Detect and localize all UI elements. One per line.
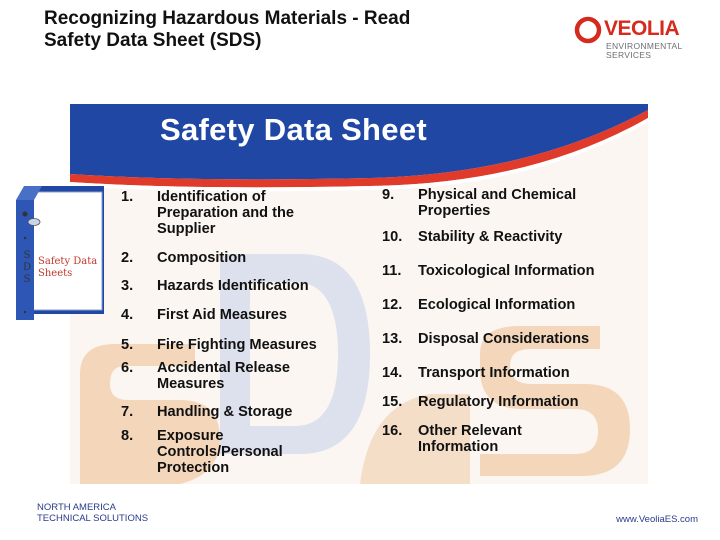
logo-subtitle (606, 42, 682, 60)
section-number: 10. (382, 229, 403, 245)
footer-url-link[interactable]: www.VeoliaES.com (616, 514, 698, 525)
section-title: Fire Fighting Measures (157, 337, 317, 353)
slide-title (44, 8, 544, 52)
section-title: Hazards Identification (157, 278, 309, 294)
section-number: 16. (382, 423, 403, 439)
section-title: Toxicological Information (418, 263, 595, 279)
footer-line-2: TECHNICAL SOLUTIONS (37, 513, 149, 524)
section-number: 3. (121, 278, 134, 294)
veolia-logo-mark-icon (574, 16, 602, 44)
spine-letter: S (23, 274, 31, 285)
section-number: 9. (382, 187, 395, 203)
section-number: 13. (382, 331, 403, 347)
logo-name: VEOLIA (604, 17, 680, 40)
section-title: Exposure Controls/Personal Protection (157, 428, 283, 476)
section-number: 14. (382, 365, 403, 381)
footer-division (37, 502, 237, 524)
binder-spine-letters (22, 250, 32, 286)
footer-line-1: NORTH AMERICA (37, 502, 117, 513)
spine-letter: D (22, 262, 32, 273)
section-title: Physical and Chemical Properties (418, 187, 577, 219)
binder-label-line-2: Sheets (38, 268, 73, 279)
section-title: Identification of Preparation and the Supplier (157, 189, 295, 237)
section-number: 1. (121, 189, 134, 205)
section-title: Regulatory Information (418, 394, 579, 410)
section-number: 6. (121, 360, 134, 376)
section-title: Ecological Information (418, 297, 576, 313)
binder-label (38, 256, 102, 280)
section-title: Transport Information (418, 365, 570, 381)
slide-title-line-2: Safety Data Sheet (SDS) (44, 30, 262, 51)
section-number: 2. (121, 250, 134, 266)
logo-subtitle-line-2: SERVICES (606, 50, 652, 60)
veolia-logo (574, 14, 704, 64)
banner-title: Safety Data Sheet (160, 112, 427, 147)
section-number: 15. (382, 394, 403, 410)
spine-letter: S (23, 250, 31, 261)
slide-title-line-1: Recognizing Hazardous Materials - Read (44, 8, 411, 29)
logo-subtitle-line-1: ENVIRONMENTAL (606, 41, 683, 51)
binder-label-line-1: Safety Data (38, 256, 98, 267)
section-title: First Aid Measures (157, 307, 288, 323)
section-title: Stability & Reactivity (418, 229, 563, 245)
section-number: 7. (121, 404, 134, 420)
section-title: Other Relevant Information (418, 423, 522, 455)
section-number: 12. (382, 297, 403, 313)
section-title: Disposal Considerations (418, 331, 590, 347)
section-number: 5. (121, 337, 134, 353)
section-number: 4. (121, 307, 134, 323)
section-number: 8. (121, 428, 134, 444)
section-title: Composition (157, 250, 247, 266)
section-title: Handling & Storage (157, 404, 293, 420)
section-number: 11. (382, 263, 402, 279)
section-title: Accidental Release Measures (157, 360, 291, 392)
